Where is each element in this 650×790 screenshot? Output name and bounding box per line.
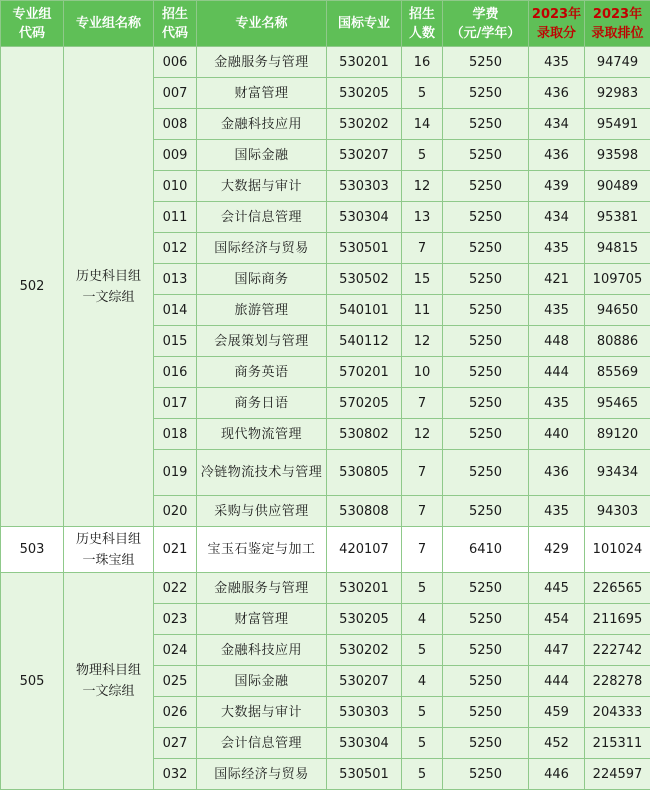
standard-code-cell: 530207 xyxy=(327,666,402,697)
rank-cell: 94650 xyxy=(585,295,650,326)
score-cell: 447 xyxy=(529,635,585,666)
rank-cell: 204333 xyxy=(585,697,650,728)
table-body xyxy=(1,47,650,790)
rank-cell: 94749 xyxy=(585,47,650,78)
group-code-cell: 503 xyxy=(1,527,64,573)
score-cell: 421 xyxy=(529,264,585,295)
score-cell: 435 xyxy=(529,388,585,419)
standard-code-cell: 530205 xyxy=(327,604,402,635)
header-line2: 代码 xyxy=(156,24,194,43)
enroll-code-cell: 026 xyxy=(154,697,197,728)
rank-cell: 92983 xyxy=(585,78,650,109)
enroll-code-cell: 016 xyxy=(154,357,197,388)
header-line1: 国标专业 xyxy=(329,14,399,33)
rank-cell: 95465 xyxy=(585,388,650,419)
group-name-line1: 历史科目组 xyxy=(66,529,151,550)
header-2023-rank xyxy=(585,1,650,47)
rank-cell: 228278 xyxy=(585,666,650,697)
major-name-cell: 冷链物流技术与管理 xyxy=(197,450,327,496)
group-name-line2: 一文综组 xyxy=(66,287,151,308)
enroll-code-cell: 019 xyxy=(154,450,197,496)
enroll-count-cell: 7 xyxy=(402,388,443,419)
header-enroll-count xyxy=(402,1,443,47)
enroll-count-cell: 10 xyxy=(402,357,443,388)
enroll-code-cell: 008 xyxy=(154,109,197,140)
standard-code-cell: 530304 xyxy=(327,728,402,759)
enroll-count-cell: 5 xyxy=(402,697,443,728)
enroll-count-cell: 4 xyxy=(402,604,443,635)
enroll-count-cell: 12 xyxy=(402,419,443,450)
group-name-line1: 历史科目组 xyxy=(66,266,151,287)
score-cell: 444 xyxy=(529,357,585,388)
standard-code-cell: 420107 xyxy=(327,527,402,573)
major-name-cell: 国际金融 xyxy=(197,140,327,171)
group-name-cell xyxy=(64,527,154,573)
enroll-code-cell: 027 xyxy=(154,728,197,759)
enroll-code-cell: 012 xyxy=(154,233,197,264)
header-standard-code xyxy=(327,1,402,47)
header-line1: 专业名称 xyxy=(199,14,324,33)
rank-cell: 95491 xyxy=(585,109,650,140)
enroll-count-cell: 12 xyxy=(402,171,443,202)
score-cell: 439 xyxy=(529,171,585,202)
tuition-cell: 5250 xyxy=(443,264,529,295)
standard-code-cell: 530205 xyxy=(327,78,402,109)
tuition-cell: 5250 xyxy=(443,604,529,635)
score-cell: 445 xyxy=(529,573,585,604)
tuition-cell: 5250 xyxy=(443,697,529,728)
rank-cell: 80886 xyxy=(585,326,650,357)
enroll-count-cell: 7 xyxy=(402,450,443,496)
major-name-cell: 会计信息管理 xyxy=(197,202,327,233)
enroll-count-cell: 11 xyxy=(402,295,443,326)
tuition-cell: 5250 xyxy=(443,233,529,264)
tuition-cell: 5250 xyxy=(443,140,529,171)
header-line1: 学费 xyxy=(445,5,526,24)
score-cell: 435 xyxy=(529,295,585,326)
tuition-cell: 5250 xyxy=(443,202,529,233)
standard-code-cell: 530303 xyxy=(327,171,402,202)
major-name-cell: 金融服务与管理 xyxy=(197,573,327,604)
rank-cell: 90489 xyxy=(585,171,650,202)
enroll-count-cell: 7 xyxy=(402,496,443,527)
enroll-count-cell: 7 xyxy=(402,527,443,573)
standard-code-cell: 530802 xyxy=(327,419,402,450)
rank-cell: 89120 xyxy=(585,419,650,450)
header-enroll-code xyxy=(154,1,197,47)
score-cell: 459 xyxy=(529,697,585,728)
score-cell: 436 xyxy=(529,450,585,496)
rank-cell: 95381 xyxy=(585,202,650,233)
score-cell: 440 xyxy=(529,419,585,450)
standard-code-cell: 530201 xyxy=(327,47,402,78)
header-line2: 录取分 xyxy=(531,24,582,43)
enroll-count-cell: 4 xyxy=(402,666,443,697)
major-name-cell: 大数据与审计 xyxy=(197,697,327,728)
header-line1: 2023年 xyxy=(531,5,582,24)
header-tuition xyxy=(443,1,529,47)
major-name-cell: 会展策划与管理 xyxy=(197,326,327,357)
enroll-code-cell: 021 xyxy=(154,527,197,573)
enroll-count-cell: 12 xyxy=(402,326,443,357)
header-group-name xyxy=(64,1,154,47)
enroll-count-cell: 5 xyxy=(402,728,443,759)
tuition-cell: 5250 xyxy=(443,419,529,450)
header-2023-score xyxy=(529,1,585,47)
major-name-cell: 现代物流管理 xyxy=(197,419,327,450)
enroll-code-cell: 020 xyxy=(154,496,197,527)
score-cell: 435 xyxy=(529,496,585,527)
score-cell: 434 xyxy=(529,202,585,233)
standard-code-cell: 530207 xyxy=(327,140,402,171)
rank-cell: 226565 xyxy=(585,573,650,604)
tuition-cell: 5250 xyxy=(443,109,529,140)
major-name-cell: 会计信息管理 xyxy=(197,728,327,759)
tuition-cell: 5250 xyxy=(443,573,529,604)
header-line2: 代码 xyxy=(3,24,61,43)
tuition-cell: 5250 xyxy=(443,326,529,357)
group-name-cell xyxy=(64,47,154,527)
standard-code-cell: 530303 xyxy=(327,697,402,728)
header-group-code xyxy=(1,1,64,47)
table-row xyxy=(1,47,650,78)
standard-code-cell: 530201 xyxy=(327,573,402,604)
score-cell: 429 xyxy=(529,527,585,573)
rank-cell: 224597 xyxy=(585,759,650,790)
score-cell: 436 xyxy=(529,78,585,109)
header-line1: 招生 xyxy=(404,5,440,24)
standard-code-cell: 540112 xyxy=(327,326,402,357)
major-name-cell: 金融科技应用 xyxy=(197,109,327,140)
header-row xyxy=(1,1,650,47)
enroll-code-cell: 025 xyxy=(154,666,197,697)
major-name-cell: 商务日语 xyxy=(197,388,327,419)
enroll-count-cell: 7 xyxy=(402,233,443,264)
header-line1: 专业组名称 xyxy=(66,14,151,33)
enroll-code-cell: 013 xyxy=(154,264,197,295)
group-code-cell: 502 xyxy=(1,47,64,527)
major-name-cell: 金融科技应用 xyxy=(197,635,327,666)
score-cell: 454 xyxy=(529,604,585,635)
major-name-cell: 国际经济与贸易 xyxy=(197,233,327,264)
major-name-cell: 宝玉石鉴定与加工 xyxy=(197,527,327,573)
major-name-cell: 金融服务与管理 xyxy=(197,47,327,78)
enroll-code-cell: 032 xyxy=(154,759,197,790)
enroll-count-cell: 5 xyxy=(402,78,443,109)
rank-cell: 93434 xyxy=(585,450,650,496)
score-cell: 436 xyxy=(529,140,585,171)
enroll-code-cell: 017 xyxy=(154,388,197,419)
tuition-cell: 5250 xyxy=(443,635,529,666)
enroll-code-cell: 015 xyxy=(154,326,197,357)
score-cell: 434 xyxy=(529,109,585,140)
table-row xyxy=(1,527,650,573)
table-row xyxy=(1,573,650,604)
header-line1: 招生 xyxy=(156,5,194,24)
score-cell: 446 xyxy=(529,759,585,790)
major-name-cell: 大数据与审计 xyxy=(197,171,327,202)
header-line2: 人数 xyxy=(404,24,440,43)
group-code-cell: 505 xyxy=(1,573,64,790)
standard-code-cell: 530805 xyxy=(327,450,402,496)
enroll-count-cell: 15 xyxy=(402,264,443,295)
standard-code-cell: 540101 xyxy=(327,295,402,326)
enroll-code-cell: 011 xyxy=(154,202,197,233)
standard-code-cell: 530501 xyxy=(327,233,402,264)
rank-cell: 211695 xyxy=(585,604,650,635)
tuition-cell: 5250 xyxy=(443,496,529,527)
major-name-cell: 财富管理 xyxy=(197,604,327,635)
enroll-code-cell: 023 xyxy=(154,604,197,635)
major-name-cell: 商务英语 xyxy=(197,357,327,388)
tuition-cell: 5250 xyxy=(443,295,529,326)
tuition-cell: 5250 xyxy=(443,759,529,790)
score-cell: 452 xyxy=(529,728,585,759)
standard-code-cell: 570201 xyxy=(327,357,402,388)
score-cell: 435 xyxy=(529,47,585,78)
rank-cell: 222742 xyxy=(585,635,650,666)
standard-code-cell: 530304 xyxy=(327,202,402,233)
standard-code-cell: 530202 xyxy=(327,635,402,666)
rank-cell: 93598 xyxy=(585,140,650,171)
score-cell: 444 xyxy=(529,666,585,697)
group-name-line2: 一文综组 xyxy=(66,681,151,702)
header-line2: 录取排位 xyxy=(587,24,648,43)
major-name-cell: 国际金融 xyxy=(197,666,327,697)
enroll-count-cell: 13 xyxy=(402,202,443,233)
enroll-code-cell: 014 xyxy=(154,295,197,326)
enroll-count-cell: 16 xyxy=(402,47,443,78)
enroll-code-cell: 018 xyxy=(154,419,197,450)
major-name-cell: 国际经济与贸易 xyxy=(197,759,327,790)
enroll-code-cell: 010 xyxy=(154,171,197,202)
enroll-code-cell: 006 xyxy=(154,47,197,78)
enroll-code-cell: 009 xyxy=(154,140,197,171)
standard-code-cell: 530808 xyxy=(327,496,402,527)
score-cell: 448 xyxy=(529,326,585,357)
rank-cell: 101024 xyxy=(585,527,650,573)
tuition-cell: 5250 xyxy=(443,728,529,759)
enroll-count-cell: 14 xyxy=(402,109,443,140)
major-name-cell: 旅游管理 xyxy=(197,295,327,326)
enroll-code-cell: 024 xyxy=(154,635,197,666)
enroll-count-cell: 5 xyxy=(402,573,443,604)
tuition-cell: 5250 xyxy=(443,666,529,697)
enroll-count-cell: 5 xyxy=(402,635,443,666)
rank-cell: 94303 xyxy=(585,496,650,527)
header-line1: 专业组 xyxy=(3,5,61,24)
group-name-cell xyxy=(64,573,154,790)
group-name-line2: 一珠宝组 xyxy=(66,550,151,571)
header-line2: （元/学年） xyxy=(445,24,526,43)
major-name-cell: 国际商务 xyxy=(197,264,327,295)
score-cell: 435 xyxy=(529,233,585,264)
major-name-cell: 采购与供应管理 xyxy=(197,496,327,527)
major-name-cell: 财富管理 xyxy=(197,78,327,109)
rank-cell: 94815 xyxy=(585,233,650,264)
standard-code-cell: 530501 xyxy=(327,759,402,790)
enroll-count-cell: 5 xyxy=(402,759,443,790)
tuition-cell: 5250 xyxy=(443,47,529,78)
enroll-code-cell: 022 xyxy=(154,573,197,604)
standard-code-cell: 530202 xyxy=(327,109,402,140)
rank-cell: 109705 xyxy=(585,264,650,295)
tuition-cell: 5250 xyxy=(443,357,529,388)
tuition-cell: 6410 xyxy=(443,527,529,573)
tuition-cell: 5250 xyxy=(443,450,529,496)
tuition-cell: 5250 xyxy=(443,171,529,202)
rank-cell: 85569 xyxy=(585,357,650,388)
enroll-count-cell: 5 xyxy=(402,140,443,171)
header-line1: 2023年 xyxy=(587,5,648,24)
header-major-name xyxy=(197,1,327,47)
tuition-cell: 5250 xyxy=(443,388,529,419)
rank-cell: 215311 xyxy=(585,728,650,759)
group-name-line1: 物理科目组 xyxy=(66,660,151,681)
standard-code-cell: 570205 xyxy=(327,388,402,419)
tuition-cell: 5250 xyxy=(443,78,529,109)
enroll-code-cell: 007 xyxy=(154,78,197,109)
standard-code-cell: 530502 xyxy=(327,264,402,295)
